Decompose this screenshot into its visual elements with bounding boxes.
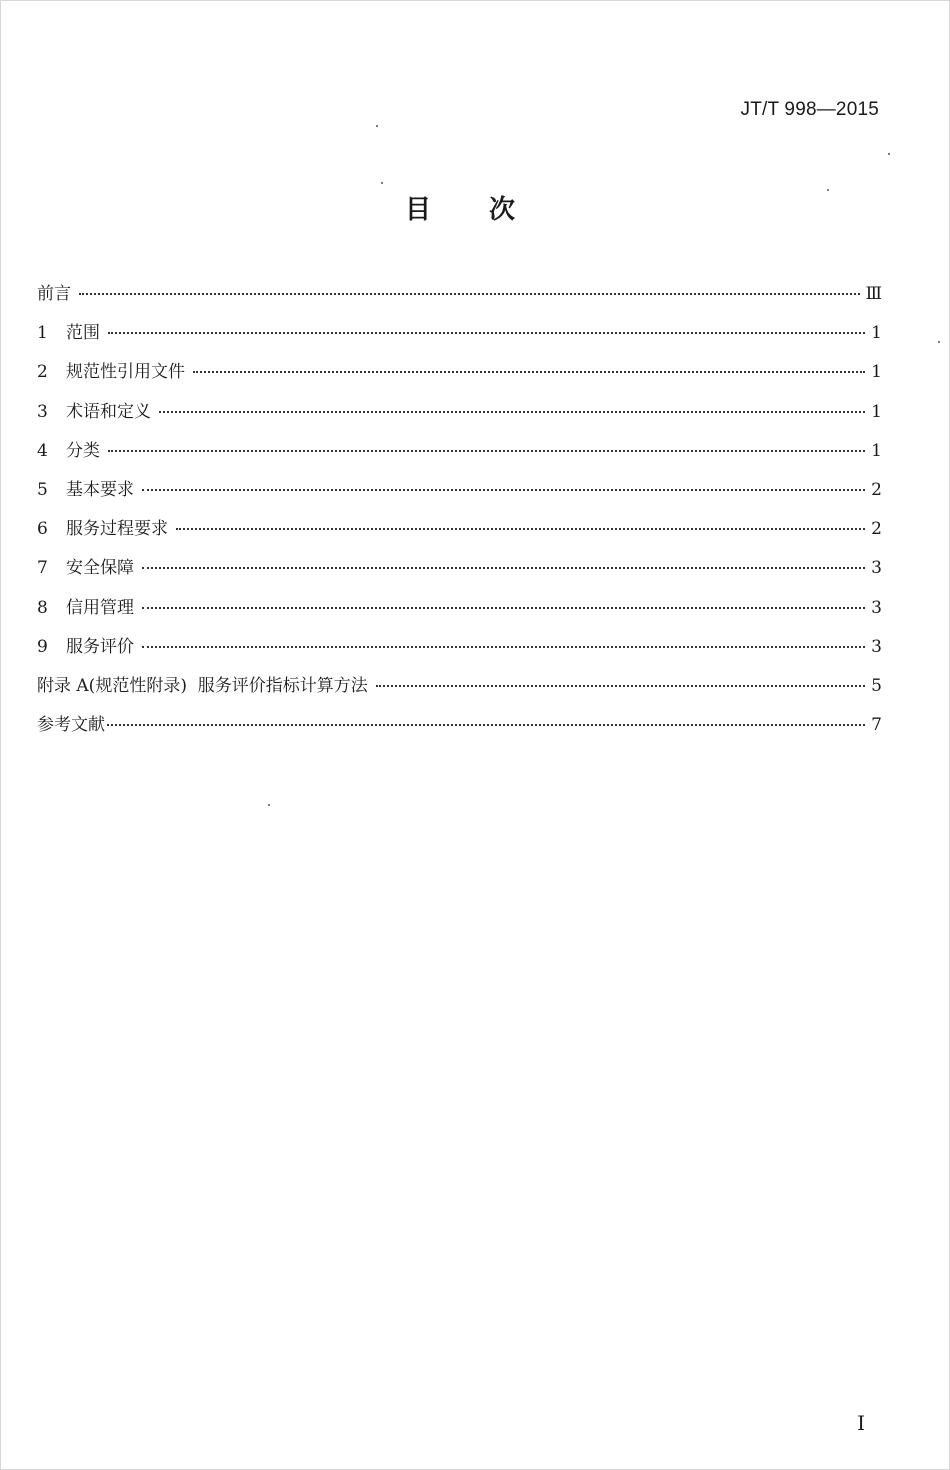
toc-entry-label: 规范性引用文件 <box>66 362 185 383</box>
toc-entry-7[interactable] <box>37 553 882 592</box>
toc-entry-number: 7 <box>37 558 48 579</box>
toc-entry-number: 3 <box>37 401 48 422</box>
toc-entry-label: 服务过程要求 <box>66 519 168 540</box>
scan-speck <box>827 189 829 191</box>
toc-leader-dots <box>176 528 865 530</box>
toc-entry-label: 术语和定义 <box>66 401 151 422</box>
toc-entry-2[interactable] <box>37 357 882 396</box>
toc-entry-page: 3 <box>871 558 882 579</box>
toc-entry-foreword[interactable] <box>37 279 882 318</box>
scan-speck <box>888 153 890 155</box>
toc-entry-page: 1 <box>871 401 882 422</box>
toc-entry-page: 2 <box>871 519 882 540</box>
scan-speck <box>268 804 270 806</box>
standard-code: JT/T 998—2015 <box>740 99 879 120</box>
toc-entry-1[interactable] <box>37 318 882 357</box>
toc-leader-dots <box>142 646 865 648</box>
toc-entry-9[interactable] <box>37 632 882 671</box>
toc-entry-references[interactable] <box>37 710 882 749</box>
toc-entry-number: 6 <box>37 519 48 540</box>
toc-entry-8[interactable] <box>37 593 882 632</box>
toc-leader-dots <box>376 685 865 687</box>
toc-entry-number: 4 <box>37 440 48 461</box>
toc-entry-page: Ⅲ <box>865 284 882 304</box>
toc-leader-dots <box>159 411 865 413</box>
toc-leader-dots <box>108 450 865 452</box>
toc-entry-label: 参考文献 <box>37 715 105 736</box>
scan-speck <box>376 125 378 127</box>
toc-entry-number: 2 <box>37 362 48 383</box>
toc-entry-label: 基本要求 <box>66 479 134 500</box>
toc-entry-page: 3 <box>871 597 882 618</box>
scan-speck <box>381 182 383 184</box>
toc-entry-number: 1 <box>37 323 48 344</box>
toc-entry-5[interactable] <box>37 475 882 514</box>
toc-entry-page: 1 <box>871 440 882 461</box>
toc-entry-page: 7 <box>871 715 882 736</box>
toc-leader-dots <box>79 293 860 295</box>
scan-speck <box>938 341 940 343</box>
toc-entry-page: 2 <box>871 479 882 500</box>
toc-entry-number: 5 <box>37 479 48 500</box>
toc-entry-label: 范围 <box>66 323 100 344</box>
toc-entry-label: 附录 A(规范性附录) 服务评价指标计算方法 <box>37 675 368 696</box>
page-title: 目次 <box>404 195 573 225</box>
toc-leader-dots <box>142 607 865 609</box>
toc-entry-label: 服务评价 <box>66 636 134 657</box>
toc-entry-3[interactable] <box>37 397 882 436</box>
toc-entry-label: 信用管理 <box>66 597 134 618</box>
toc-entry-number: 8 <box>37 597 48 618</box>
toc-leader-dots <box>108 332 865 334</box>
toc-leader-dots <box>107 724 865 726</box>
toc-entry-appendix-a[interactable] <box>37 671 882 710</box>
toc-entry-6[interactable] <box>37 514 882 553</box>
toc-leader-dots <box>193 371 865 373</box>
toc-entry-label: 安全保障 <box>66 558 134 579</box>
toc-leader-dots <box>142 489 865 491</box>
toc-entry-4[interactable] <box>37 436 882 475</box>
page-number: I <box>857 1411 865 1435</box>
toc-entry-page: 1 <box>871 323 882 344</box>
toc-entry-page: 3 <box>871 636 882 657</box>
toc-entry-page: 1 <box>871 362 882 383</box>
table-of-contents <box>37 279 882 749</box>
toc-entry-page: 5 <box>871 675 882 696</box>
toc-entry-label: 前言 <box>37 284 71 304</box>
toc-entry-label: 分类 <box>66 440 100 461</box>
toc-leader-dots <box>142 567 865 569</box>
toc-entry-number: 9 <box>37 636 48 657</box>
